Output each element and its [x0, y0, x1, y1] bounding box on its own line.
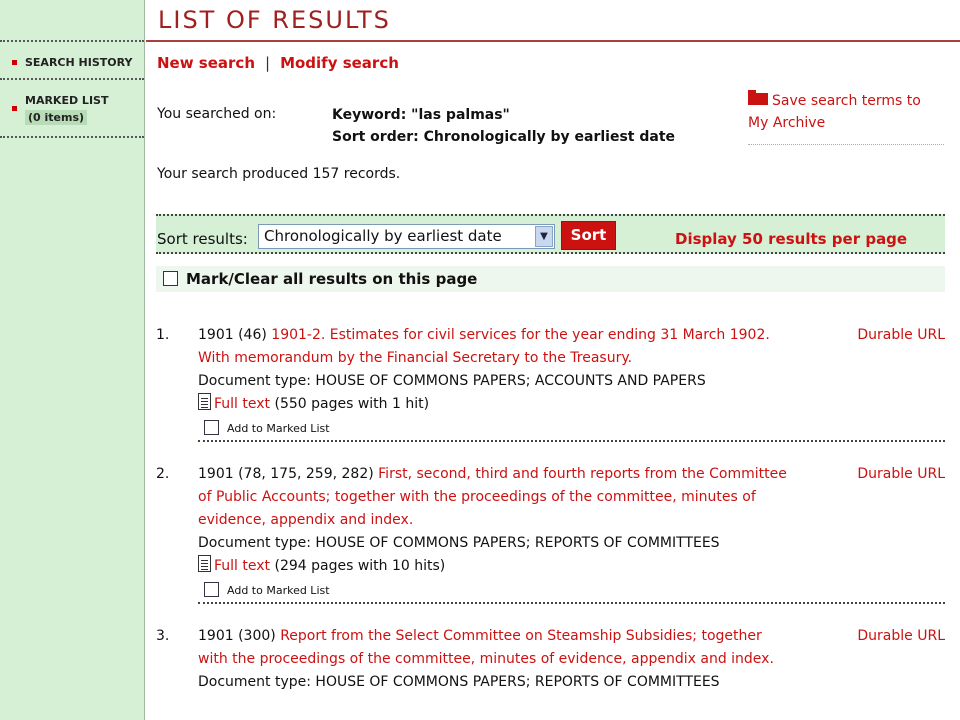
add-to-marked-checkbox[interactable]: [204, 582, 219, 597]
mark-all-label: Mark/Clear all results on this page: [186, 270, 478, 288]
add-to-marked-checkbox[interactable]: [204, 420, 219, 435]
result-count-text: Your search produced 157 records.: [157, 166, 401, 182]
durable-url-link[interactable]: Durable URL: [857, 327, 945, 343]
display-per-page-link[interactable]: Display 50 results per page: [675, 230, 908, 248]
result-title-link[interactable]: Report from the Select Committee on Steamship Subsidies; together with the proceedings of the committee, minutes of evidence, appendix and index.: [198, 628, 774, 667]
result-fulltext-row: [198, 555, 788, 578]
result-item: [156, 625, 945, 720]
result-body: [198, 463, 788, 598]
save-search-label: Save search terms to My Archive: [748, 93, 921, 131]
new-search-link[interactable]: New search: [157, 54, 255, 72]
sort-bar: [156, 214, 945, 254]
add-to-marked-list[interactable]: [198, 578, 788, 598]
search-sort-order: Sort order: Chronologically by earliest date: [332, 129, 676, 145]
result-year-prefix: 1901 (300): [198, 628, 276, 644]
add-to-marked-label: Add to Marked List: [227, 422, 330, 435]
durable-url-link[interactable]: Durable URL: [857, 466, 945, 482]
chevron-down-icon[interactable]: ▼: [535, 226, 553, 247]
result-body: [198, 625, 788, 694]
sidebar-item-search-history[interactable]: [0, 42, 144, 80]
durable-url-link[interactable]: Durable URL: [857, 628, 945, 644]
full-text-link[interactable]: Full text: [214, 558, 271, 574]
result-divider: [198, 440, 945, 442]
sidebar-item-label: MARKED LIST: [25, 94, 109, 107]
result-page-count: (294 pages with 10 hits): [274, 558, 446, 574]
sidebar-top-spacer: [0, 0, 144, 42]
search-terms: [332, 104, 675, 148]
result-item: [156, 324, 945, 444]
folder-icon: [748, 93, 768, 105]
document-icon: [198, 393, 211, 410]
sidebar-item-label: SEARCH HISTORY: [25, 56, 133, 69]
search-keyword: Keyword: "las palmas": [332, 107, 510, 123]
add-to-marked-label: Add to Marked List: [227, 584, 330, 597]
result-doctype: Document type: HOUSE OF COMMONS PAPERS; ACCOUNTS AND PAPERS: [198, 373, 706, 389]
bullet-icon: [12, 60, 17, 65]
sort-order-selected-value: Chronologically by earliest date: [264, 227, 502, 245]
mark-all-checkbox[interactable]: [163, 271, 178, 286]
result-item: [156, 463, 945, 603]
sort-results-label: Sort results:: [157, 230, 248, 248]
result-number: 3.: [156, 628, 170, 644]
marked-count-badge: (0 items): [25, 110, 87, 125]
add-to-marked-list[interactable]: [198, 416, 788, 436]
result-number: 2.: [156, 466, 170, 482]
result-page-count: (550 pages with 1 hit): [274, 396, 430, 412]
result-body: [198, 324, 788, 436]
result-fulltext-row: [198, 393, 788, 416]
result-title-link[interactable]: First, second, third and fourth reports from the Committee of Public Accounts; together with the proceedings of the committee, minutes of evidence, appendix and index.: [198, 466, 787, 528]
save-search-terms-link[interactable]: [748, 90, 944, 145]
mark-clear-all-row: [156, 266, 945, 292]
sidebar-item-marked-list[interactable]: [0, 80, 144, 138]
full-text-link[interactable]: Full text: [214, 396, 271, 412]
result-doctype: Document type: HOUSE OF COMMONS PAPERS; REPORTS OF COMMITTEES: [198, 535, 720, 551]
sort-button[interactable]: Sort: [561, 221, 616, 250]
page-title: LIST OF RESULTS: [146, 0, 960, 42]
main-content: [146, 0, 960, 720]
bullet-icon: [12, 106, 17, 111]
modify-search-link[interactable]: Modify search: [280, 54, 399, 72]
searched-on-label: You searched on:: [157, 106, 277, 122]
nav-separator: |: [265, 54, 271, 72]
left-sidebar: [0, 0, 145, 720]
sort-order-select[interactable]: [258, 224, 555, 249]
result-title-link[interactable]: 1901-2. Estimates for civil services for the year ending 31 March 1902. With memorandum by the Financial Secretary to the Treasury.: [198, 327, 770, 366]
document-icon: [198, 555, 211, 572]
search-nav-links: [157, 54, 399, 72]
result-year-prefix: 1901 (78, 175, 259, 282): [198, 466, 374, 482]
result-year-prefix: 1901 (46): [198, 327, 267, 343]
result-divider: [198, 602, 945, 604]
result-number: 1.: [156, 327, 170, 343]
result-doctype: Document type: HOUSE OF COMMONS PAPERS; REPORTS OF COMMITTEES: [198, 674, 720, 690]
